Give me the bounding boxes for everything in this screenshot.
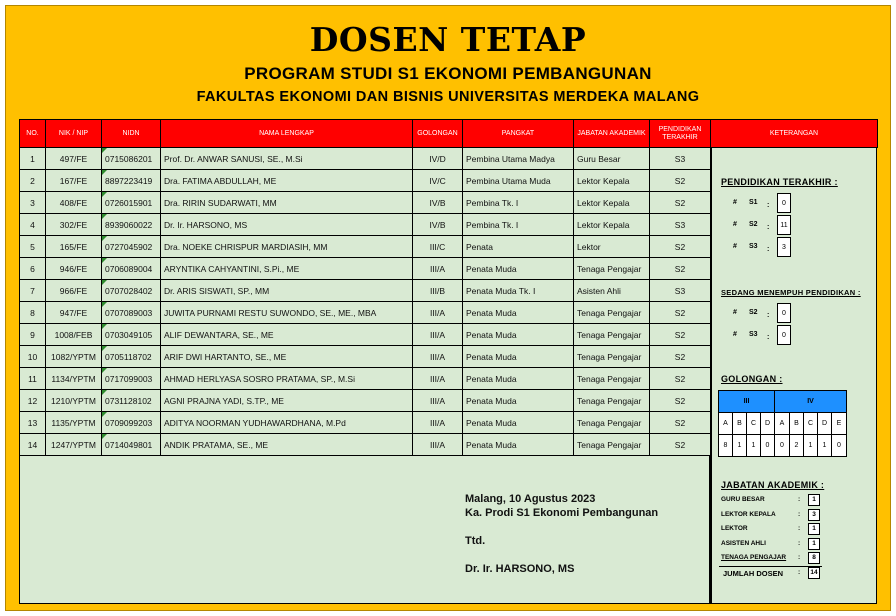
pendidikan-label: S3	[749, 243, 758, 250]
cell-nik: 302/FE	[46, 214, 102, 236]
cell-nik: 165/FE	[46, 236, 102, 258]
golongan-iii-count: 1	[747, 435, 761, 457]
cell-jabatan: Tenaga Pengajar	[574, 368, 650, 390]
pendidikan-hash: #	[733, 243, 737, 250]
golongan-iv-letter: A	[775, 413, 790, 435]
golongan-group-iv: IV	[775, 391, 847, 413]
sedang-hash: #	[733, 331, 737, 338]
cell-pendidikan: S2	[650, 434, 711, 456]
cell-jabatan: Tenaga Pengajar	[574, 390, 650, 412]
cell-nidn: 0714049801	[102, 434, 161, 456]
jabatan-label: ASISTEN AHLI	[721, 539, 766, 547]
cell-jabatan: Lektor Kepala	[574, 170, 650, 192]
cell-nidn: 0703049105	[102, 324, 161, 346]
cell-jabatan: Tenaga Pengajar	[574, 324, 650, 346]
jumlah-dosen-count: 14	[808, 567, 820, 579]
col-header-pendidikan: PENDIDIKAN TERAKHIR	[650, 120, 711, 148]
cell-golongan: III/B	[413, 280, 463, 302]
cell-no: 12	[20, 390, 46, 412]
cell-no: 9	[20, 324, 46, 346]
sedang-hash: #	[733, 309, 737, 316]
jabatan-total-divider	[719, 566, 822, 567]
pendidikan-count: 3	[777, 237, 791, 257]
cell-nidn: 0706089004	[102, 258, 161, 280]
pendidikan-label: S2	[749, 221, 758, 228]
sedang-colon: :	[767, 334, 770, 341]
cell-pendidikan: S3	[650, 148, 711, 170]
golongan-iv-count: 0	[832, 435, 847, 457]
jabatan-colon: :	[798, 496, 801, 503]
jabatan-colon: :	[798, 554, 801, 561]
golongan-iv-count: 0	[775, 435, 790, 457]
jumlah-dosen-colon: :	[798, 568, 801, 576]
cell-golongan: III/A	[413, 412, 463, 434]
jabatan-colon: :	[798, 510, 801, 518]
golongan-iv-count: 1	[804, 435, 818, 457]
cell-nama: Prof. Dr. ANWAR SANUSI, SE., M.Si	[161, 148, 413, 170]
cell-nidn: 8939060022	[102, 214, 161, 236]
signature-ttd: Ttd.	[465, 535, 486, 547]
cell-no: 7	[20, 280, 46, 302]
golongan-iii-letter: B	[733, 413, 747, 435]
cell-nik: 946/FE	[46, 258, 102, 280]
cell-jabatan: Tenaga Pengajar	[574, 346, 650, 368]
pendidikan-count: 11	[777, 215, 791, 235]
pendidikan-colon: :	[767, 224, 770, 231]
program-subtitle: PROGRAM STUDI S1 EKONOMI PEMBANGUNAN	[244, 64, 652, 83]
cell-no: 1	[20, 148, 46, 170]
cell-pangkat: Penata Muda	[463, 390, 574, 412]
cell-pangkat: Penata Muda	[463, 324, 574, 346]
sedang-count: 0	[777, 325, 791, 345]
cell-nidn: 0717099003	[102, 368, 161, 390]
cell-nik: 1210/YPTM	[46, 390, 102, 412]
cell-pendidikan: S2	[650, 302, 711, 324]
cell-nik: 1247/YPTM	[46, 434, 102, 456]
jumlah-dosen-label: JUMLAH DOSEN	[723, 568, 784, 578]
cell-pangkat: Penata Muda	[463, 434, 574, 456]
cell-nik: 966/FE	[46, 280, 102, 302]
cell-pangkat: Pembina Tk. I	[463, 192, 574, 214]
cell-pangkat: Penata Muda	[463, 368, 574, 390]
sedang-title: SEDANG MENEMPUH PENDIDIKAN :	[721, 288, 861, 297]
cell-nik: 1008/FEB	[46, 324, 102, 346]
jabatan-count: 1	[808, 523, 820, 535]
cell-pendidikan: S3	[650, 214, 711, 236]
jabatan-label: GURU BESAR	[721, 496, 765, 503]
cell-no: 4	[20, 214, 46, 236]
jabatan-count: 8	[808, 552, 820, 564]
jabatan-colon: :	[798, 525, 801, 532]
cell-pendidikan: S2	[650, 258, 711, 280]
cell-pendidikan: S2	[650, 324, 711, 346]
pendidikan-colon: :	[767, 202, 770, 209]
cell-no: 8	[20, 302, 46, 324]
cell-nik: 947/FE	[46, 302, 102, 324]
cell-no: 6	[20, 258, 46, 280]
cell-nidn: 0707089003	[102, 302, 161, 324]
cell-jabatan: Asisten Ahli	[574, 280, 650, 302]
cell-nama: Dr. Ir. HARSONO, MS	[161, 214, 413, 236]
cell-pendidikan: S2	[650, 412, 711, 434]
golongan-iii-letter: A	[719, 413, 733, 435]
page-title: DOSEN TETAP	[309, 20, 587, 59]
cell-nik: 167/FE	[46, 170, 102, 192]
golongan-iv-letter: B	[790, 413, 804, 435]
golongan-iii-letter: C	[747, 413, 761, 435]
cell-pangkat: Pembina Utama Muda	[463, 170, 574, 192]
jabatan-count: 1	[808, 494, 820, 506]
cell-jabatan: Lektor	[574, 236, 650, 258]
cell-golongan: IV/D	[413, 148, 463, 170]
col-header-golongan: GOLONGAN	[413, 120, 463, 148]
cell-nidn: 0707028402	[102, 280, 161, 302]
jabatan-label: LEKTOR KEPALA	[721, 510, 776, 518]
col-header-nik: NIK / NIP	[46, 120, 102, 148]
cell-pendidikan: S2	[650, 192, 711, 214]
jabatan-colon: :	[798, 539, 801, 547]
golongan-iv-count: 1	[818, 435, 832, 457]
cell-pangkat: Penata Muda	[463, 412, 574, 434]
cell-nama: ARYNTIKA CAHYANTINI, S.Pi., ME	[161, 258, 413, 280]
cell-nidn: 0731128102	[102, 390, 161, 412]
cell-nama: Dr. ARIS SISWATI, SP., MM	[161, 280, 413, 302]
cell-no: 2	[20, 170, 46, 192]
sedang-colon: :	[767, 312, 770, 319]
cell-no: 5	[20, 236, 46, 258]
cell-nidn: 0727045902	[102, 236, 161, 258]
cell-nama: AHMAD HERLYASA SOSRO PRATAMA, SP., M.Si	[161, 368, 413, 390]
cell-pangkat: Pembina Tk. I	[463, 214, 574, 236]
pendidikan-hash: #	[733, 221, 737, 228]
cell-pendidikan: S3	[650, 280, 711, 302]
cell-golongan: III/C	[413, 236, 463, 258]
signature-role: Ka. Prodi S1 Ekonomi Pembangunan	[465, 507, 659, 519]
cell-nama: ARIF DWI HARTANTO, SE., ME	[161, 346, 413, 368]
cell-jabatan: Guru Besar	[574, 148, 650, 170]
cell-nidn: 8897223419	[102, 170, 161, 192]
cell-pendidikan: S2	[650, 170, 711, 192]
cell-nama: Dra. NOEKE CHRISPUR MARDIASIH, MM	[161, 236, 413, 258]
col-header-keterangan: KETERANGAN	[711, 120, 878, 148]
pendidikan-count: 0	[777, 193, 791, 213]
cell-golongan: III/A	[413, 324, 463, 346]
cell-nik: 1082/YPTM	[46, 346, 102, 368]
cell-nidn: 0715086201	[102, 148, 161, 170]
golongan-title: GOLONGAN :	[721, 374, 783, 384]
cell-no: 3	[20, 192, 46, 214]
cell-no: 10	[20, 346, 46, 368]
col-header-jabatan: JABATAN AKADEMIK	[574, 120, 650, 148]
cell-jabatan: Tenaga Pengajar	[574, 412, 650, 434]
cell-nama: AGNI PRAJNA YADI, S.TP., ME	[161, 390, 413, 412]
cell-jabatan: Lektor Kepala	[574, 214, 650, 236]
cell-nama: Dra. FATIMA ABDULLAH, ME	[161, 170, 413, 192]
col-header-pangkat: PANGKAT	[463, 120, 574, 148]
cell-nama: Dra. RIRIN SUDARWATI, MM	[161, 192, 413, 214]
sedang-label: S3	[749, 331, 758, 338]
golongan-iii-letter: D	[761, 413, 775, 435]
cell-nik: 1134/YPTM	[46, 368, 102, 390]
pendidikan-colon: :	[767, 246, 770, 253]
sedang-label: S2	[749, 309, 758, 316]
jabatan-title: JABATAN AKADEMIK :	[721, 480, 825, 490]
cell-golongan: III/A	[413, 368, 463, 390]
cell-golongan: IV/B	[413, 192, 463, 214]
cell-golongan: III/A	[413, 434, 463, 456]
cell-pangkat: Penata Muda	[463, 346, 574, 368]
col-header-no: NO.	[20, 120, 46, 148]
golongan-table	[718, 390, 847, 457]
cell-nama: ANDIK PRATAMA, SE., ME	[161, 434, 413, 456]
golongan-group-iii: III	[719, 391, 775, 413]
golongan-iii-count: 0	[761, 435, 775, 457]
pendidikan-label: S1	[749, 199, 758, 206]
jabatan-count: 1	[808, 538, 820, 550]
signature-place-date: Malang, 10 Agustus 2023	[465, 493, 596, 505]
cell-nidn: 0705118702	[102, 346, 161, 368]
cell-nama: ALIF DEWANTARA, SE., ME	[161, 324, 413, 346]
cell-golongan: III/A	[413, 258, 463, 280]
cell-golongan: III/A	[413, 302, 463, 324]
cell-nik: 497/FE	[46, 148, 102, 170]
pendidikan-hash: #	[733, 199, 737, 206]
cell-golongan: III/A	[413, 346, 463, 368]
col-header-nidn: NIDN	[102, 120, 161, 148]
cell-pendidikan: S2	[650, 390, 711, 412]
golongan-iv-letter: C	[804, 413, 818, 435]
signature-name: Dr. Ir. HARSONO, MS	[465, 563, 575, 575]
cell-no: 11	[20, 368, 46, 390]
cell-golongan: IV/C	[413, 170, 463, 192]
cell-nama: JUWITA PURNAMI RESTU SUWONDO, SE., ME., MBA	[161, 302, 413, 324]
sedang-count: 0	[777, 303, 791, 323]
cell-pangkat: Penata Muda Tk. I	[463, 280, 574, 302]
cell-nidn: 0709099203	[102, 412, 161, 434]
cell-jabatan: Tenaga Pengajar	[574, 258, 650, 280]
signature-panel	[19, 456, 710, 604]
cell-jabatan: Tenaga Pengajar	[574, 302, 650, 324]
col-header-nama: NAMA LENGKAP	[161, 120, 413, 148]
pendidikan-title: PENDIDIKAN TERAKHIR :	[721, 177, 838, 187]
golongan-iii-count: 8	[719, 435, 733, 457]
faculty-subtitle: FAKULTAS EKONOMI DAN BISNIS UNIVERSITAS MERDEKA MALANG	[196, 89, 700, 105]
cell-golongan: IV/B	[413, 214, 463, 236]
cell-pendidikan: S2	[650, 368, 711, 390]
cell-pangkat: Penata Muda	[463, 302, 574, 324]
cell-jabatan: Lektor Kepala	[574, 192, 650, 214]
table-header-row	[20, 120, 878, 148]
cell-pendidikan: S2	[650, 236, 711, 258]
cell-nik: 408/FE	[46, 192, 102, 214]
jabatan-count: 3	[808, 509, 820, 521]
cell-pangkat: Penata Muda	[463, 258, 574, 280]
cell-nik: 1135/YPTM	[46, 412, 102, 434]
golongan-iv-letter: E	[832, 413, 847, 435]
cell-nidn: 0726015901	[102, 192, 161, 214]
cell-pangkat: Penata	[463, 236, 574, 258]
cell-golongan: III/A	[413, 390, 463, 412]
jabatan-label: TENAGA PENGAJAR	[721, 554, 787, 561]
cell-no: 13	[20, 412, 46, 434]
cell-no: 14	[20, 434, 46, 456]
cell-pendidikan: S2	[650, 346, 711, 368]
cell-jabatan: Tenaga Pengajar	[574, 434, 650, 456]
golongan-iv-letter: D	[818, 413, 832, 435]
jabatan-label: LEKTOR	[721, 525, 748, 532]
golongan-iv-count: 2	[790, 435, 804, 457]
golongan-iii-count: 1	[733, 435, 747, 457]
cell-nama: ADITYA NOORMAN YUDHAWARDHANA, M.Pd	[161, 412, 413, 434]
cell-pangkat: Pembina Utama Madya	[463, 148, 574, 170]
